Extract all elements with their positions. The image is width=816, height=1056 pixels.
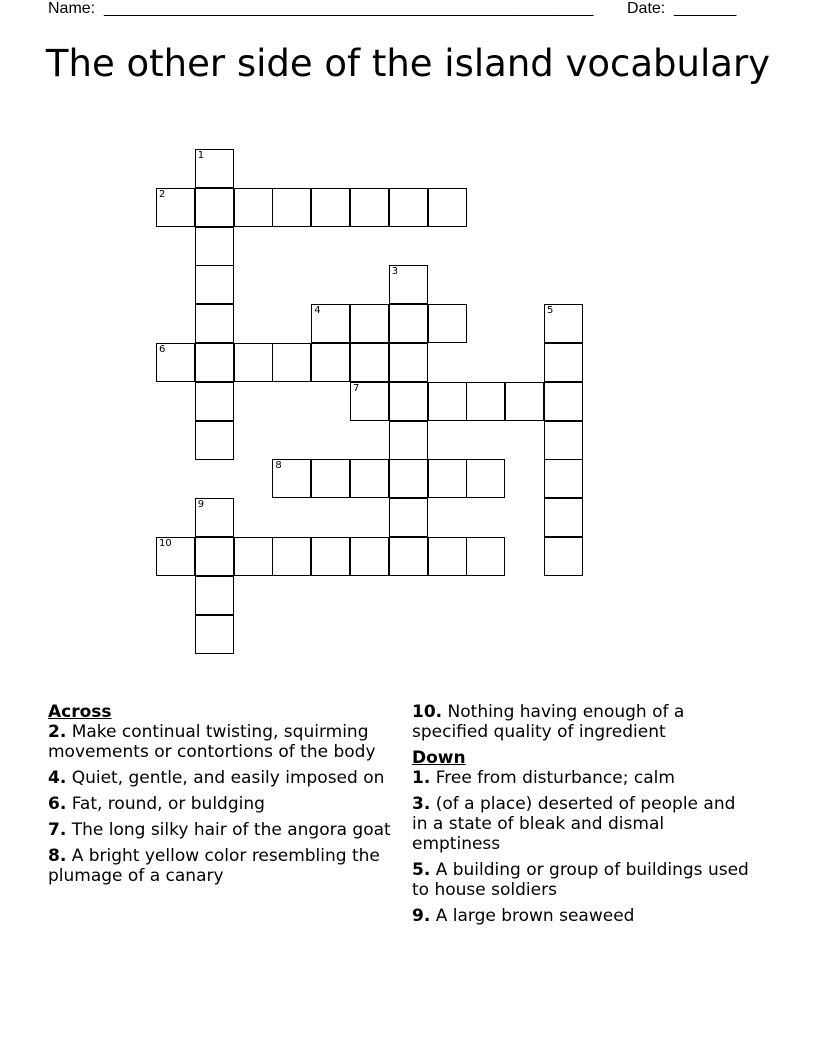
grid-cell[interactable] (544, 537, 583, 576)
grid-cell[interactable] (195, 498, 234, 537)
grid-cell[interactable] (272, 459, 311, 498)
grid-cell[interactable] (350, 188, 389, 227)
grid-cell[interactable] (389, 421, 428, 460)
grid-cell[interactable] (466, 459, 505, 498)
grid-cell-number: 9 (197, 499, 205, 511)
grid-cell[interactable] (195, 537, 234, 576)
grid-cell[interactable] (544, 498, 583, 537)
clue-down-1: 1. Free from disturbance; calm (412, 768, 675, 788)
grid-cell[interactable] (350, 304, 389, 343)
grid-cell[interactable] (234, 537, 273, 576)
grid-cell-number: 10 (159, 538, 172, 549)
clue-across-6: 6. Fat, round, or buldging (48, 794, 265, 814)
grid-cell[interactable] (544, 304, 583, 343)
grid-cell[interactable] (156, 188, 195, 227)
grid-cell-number: 5 (547, 305, 554, 317)
grid-cell[interactable] (350, 382, 389, 421)
grid-cell[interactable] (389, 537, 428, 576)
grid-cell[interactable] (389, 265, 428, 304)
grid-cell[interactable] (234, 343, 273, 382)
grid-cell-number: 1 (197, 150, 205, 161)
date-field[interactable]: _______ (674, 0, 737, 17)
grid-cell[interactable] (195, 421, 234, 460)
grid-cell[interactable] (272, 537, 311, 576)
grid-cell[interactable] (428, 188, 467, 227)
grid-cell[interactable] (272, 343, 311, 382)
grid-cell-number: 7 (353, 382, 360, 394)
grid-cell-number: 3 (391, 266, 399, 278)
grid-cell[interactable] (428, 304, 467, 343)
grid-cell[interactable] (428, 459, 467, 498)
grid-cell[interactable] (195, 227, 234, 266)
clue-down-9: 9. A large brown seaweed (412, 906, 635, 926)
grid-cell-number: 8 (275, 460, 282, 472)
grid-cell[interactable] (311, 537, 350, 576)
grid-cell[interactable] (428, 537, 467, 576)
grid-cell[interactable] (195, 382, 234, 421)
grid-cell[interactable] (156, 537, 195, 576)
clue-down-3: 3. (of a place) deserted of people and in a state of bleak and dismal emptiness (412, 794, 736, 854)
grid-cell[interactable] (156, 343, 195, 382)
grid-cell-number: 4 (314, 305, 321, 317)
grid-cell[interactable] (350, 537, 389, 576)
grid-cell[interactable] (428, 382, 467, 421)
clue-across-7: 7. The long silky hair of the angora goat (48, 820, 391, 840)
grid-cell[interactable] (466, 537, 505, 576)
grid-cell[interactable] (195, 576, 234, 615)
across-heading: Across (48, 702, 112, 722)
grid-cell[interactable] (389, 459, 428, 498)
down-heading: Down (412, 748, 466, 768)
grid-cell[interactable] (234, 188, 273, 227)
grid-cell[interactable] (389, 188, 428, 227)
grid-cell-number: 6 (159, 344, 166, 355)
clues-left-column (48, 702, 410, 892)
clue-across-4: 4. Quiet, gentle, and easily imposed on (48, 768, 385, 788)
clue-across-10: 10. Nothing having enough of a specified quality of ingredient (412, 702, 685, 742)
grid-cell[interactable] (389, 343, 428, 382)
grid-cell[interactable] (544, 382, 583, 421)
grid-cell[interactable] (544, 343, 583, 382)
grid-cell[interactable] (311, 343, 350, 382)
grid-cell[interactable] (544, 459, 583, 498)
grid-cell[interactable] (311, 188, 350, 227)
grid-cell[interactable] (311, 459, 350, 498)
date-label: Date: (627, 0, 666, 17)
grid-cell[interactable] (272, 188, 311, 227)
grid-cell[interactable] (350, 343, 389, 382)
grid-cell[interactable] (195, 304, 234, 343)
name-field[interactable]: _______________________________________________________ (104, 0, 594, 17)
grid-cell[interactable] (195, 188, 234, 227)
clues-right-column (412, 702, 752, 932)
grid-cell[interactable] (195, 615, 234, 654)
grid-cell[interactable] (311, 304, 350, 343)
grid-cell[interactable] (544, 421, 583, 460)
grid-cell[interactable] (466, 382, 505, 421)
name-label: Name: (48, 0, 96, 17)
grid-cell-number: 2 (159, 188, 166, 200)
grid-cell[interactable] (195, 149, 234, 188)
grid-cell[interactable] (389, 304, 428, 343)
grid-cell[interactable] (505, 382, 544, 421)
page-title: The other side of the island vocabulary (45, 42, 771, 85)
grid-cell[interactable] (195, 343, 234, 382)
grid-cell[interactable] (195, 265, 234, 304)
grid-cell[interactable] (350, 459, 389, 498)
grid-cell[interactable] (389, 382, 428, 421)
grid-cell[interactable] (389, 498, 428, 537)
clue-across-8: 8. A bright yellow color resembling the plumage of a canary (48, 846, 380, 886)
clue-across-2: 2. Make continual twisting, squirming movements or contortions of the body (48, 722, 376, 762)
clue-down-5: 5. A building or group of buildings used to house soldiers (412, 860, 749, 900)
